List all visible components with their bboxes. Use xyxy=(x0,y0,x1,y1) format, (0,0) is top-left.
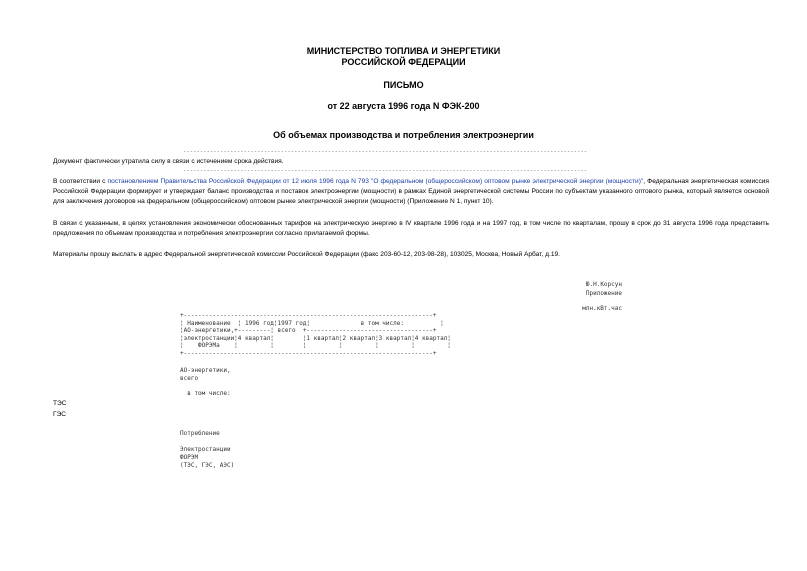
table-top-border: +---------------------------------------------------------------------+ xyxy=(180,312,437,319)
p1-suffix: , Федеральная энергетическая комиссия Российской Федерации формирует и утверждает баланс производства и поставок электроэнергии (мощности) в рамках Единой энергетической системы России по субъектам указанного оптового рынка, который является основой для заключения договоров на федеральном (общероссийском) оптовом рынке электрической энергии (мощности) (Приложение N 1, пункт 10). xyxy=(53,178,769,205)
document-subject: Об объемах производства и потребления электроэнергии xyxy=(273,130,534,140)
table-header-row1: ¦ Наименование ¦ 1996 год¦1997 год¦ в том числе: ¦ xyxy=(180,319,444,327)
p1-prefix: В соответствии с xyxy=(53,178,108,185)
government-decree-link[interactable]: постановлением Правительства Российской Федерации от 12 июля 1996 года N 793 "О федеральном (общероссийском) оптовом рынке электрической энергии (мощности)" xyxy=(107,178,644,185)
form-table xyxy=(180,312,451,357)
table-bottom-border: +---------------------------------------------------------------------+ xyxy=(180,349,437,357)
unit-label: млн.кВт.час xyxy=(582,305,622,312)
notice-divider-bottom: ------------------------------------------------------------------------------------------------------------------------ xyxy=(183,168,588,174)
paragraph-1 xyxy=(53,177,769,207)
document-type: ПИСЬМО xyxy=(383,80,424,90)
notice-divider-top: ------------------------------------------------------------------------------------------------------------------------ xyxy=(183,149,588,155)
signature-name: Ю.Н.Корсун xyxy=(585,281,622,288)
row-consumption: Потребление xyxy=(180,430,220,437)
row-ges: ГЭС xyxy=(53,411,67,418)
notice-text: Документ фактически утратила силу в связи с истечением срока действия. xyxy=(53,158,284,165)
table-header-row4: ¦ ФОРЭМа ¦ ¦ ¦ ¦ ¦ ¦ ¦ xyxy=(180,342,451,349)
ministry-title-line1: МИНИСТЕРСТВО ТОПЛИВА И ЭНЕРГЕТИКИ xyxy=(306,46,501,56)
paragraph-3: Материалы прошу выслать в адрес Федеральной энергетической комиссии Российской Федерации (факс 203-60-12, 203-98-28), 103025, Москва, Новый Арбат, д.19. xyxy=(53,251,560,258)
row-in-that-number: в том числе: xyxy=(180,390,231,397)
table-header-row3: ¦электростанции¦4 квартал¦ ¦1 квартал¦2 квартал¦3 квартал¦4 квартал¦ xyxy=(180,334,451,342)
row-stations-line2: ФОРЭМ xyxy=(180,454,199,461)
row-tes: ТЭС xyxy=(53,400,67,407)
row-ao-total: всего xyxy=(180,375,199,382)
row-stations-line3: (ТЭС, ГЭС, АЭС) xyxy=(180,462,235,469)
appendix-label: Приложение xyxy=(585,290,622,297)
row-ao-energetiki: АО-энергетики, xyxy=(180,367,231,374)
table-header-row2: ¦АО-энергетики,+---------¦ всего +-----------------------------------+ xyxy=(180,327,437,334)
ministry-title-line2: РОССИЙСКОЙ ФЕДЕРАЦИИ xyxy=(341,57,466,67)
row-stations-line1: Электростанции xyxy=(180,446,231,453)
document-date: от 22 августа 1996 года N ФЭК-200 xyxy=(327,101,480,111)
paragraph-2: В связи с указанным, в целях установления экономически обоснованных тарифов на электрическую энергию в IV квартале 1996 года и на 1997 год, в том числе по кварталам, прошу в срок до 31 августа 1996 года представить предложения по объемам производства и потребления электроэнергии согласно прилагаемой формы. xyxy=(53,220,769,237)
